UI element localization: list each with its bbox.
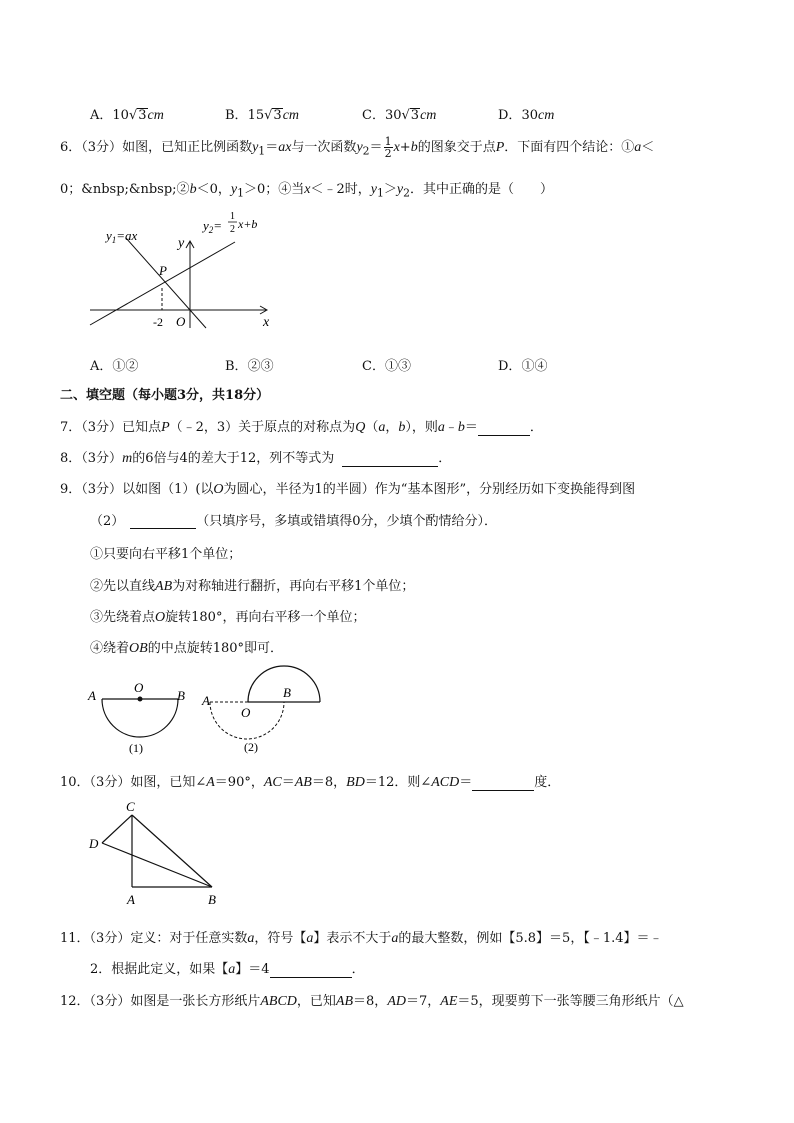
label-B: B (177, 688, 185, 703)
q11-stem-line2: 2．根据此定义，如果【a】＝4 ． (90, 962, 365, 977)
q9-item-4: ④绕着OB的中点旋转180°即可． (90, 641, 284, 656)
label-A: A (88, 688, 96, 703)
q5-option-d: D．30cm (498, 108, 555, 123)
label-A: A (127, 892, 135, 907)
semicircle (102, 699, 178, 737)
q6-stem-line2: 0；&nbsp;&nbsp;②b＜0，$y_1>0$；④当x＜﹣2时，$y_1>y_2$．其中正确的是（ ） (60, 182, 553, 200)
q6-option-d: D．①④ (498, 359, 548, 374)
caption: (2) (244, 740, 258, 754)
side-CD (102, 815, 132, 843)
sqrt-sign: √ (401, 108, 410, 123)
label-D: D (89, 836, 99, 851)
side-DB (102, 843, 212, 887)
answer-blank[interactable] (478, 421, 530, 436)
label-x-axis: x (263, 315, 270, 330)
fraction: $\frac{1}{2}$ (384, 135, 392, 160)
label-B: B (208, 892, 216, 907)
q6-option-c: C．①③ (362, 359, 411, 374)
label-y2-num: 1 (230, 211, 235, 222)
label-minus2: -2 (153, 315, 163, 329)
caption: (1) (129, 741, 143, 755)
label-O: O (176, 314, 186, 329)
q8-stem: 8．（3分）m的6倍与4的差大于12，列不等式为 ． (60, 451, 452, 466)
q6-option-a: A．①② (90, 359, 139, 374)
q12-stem: 12．（3分）如图是一张长方形纸片ABCD，已知AB＝8，AD＝7，AE＝5，现要剪下一张等腰三角形纸片（△ (60, 994, 684, 1009)
answer-blank[interactable] (472, 776, 534, 791)
section-title: 二、填空题（每小题3分，共18分） (60, 388, 270, 403)
q6-option-b: B．②③ (225, 359, 274, 374)
label-B: B (283, 685, 291, 700)
label-P: P (159, 263, 167, 278)
label-O: O (241, 705, 251, 720)
q9-figure-1 (85, 670, 195, 760)
q6-figure (80, 200, 280, 340)
answer-blank[interactable] (270, 963, 352, 978)
q5-option-b: B．15√3cm (225, 108, 300, 123)
q6-stem-line1: 6．（3分）如图，已知正比例函数$y_1=ax$与一次函数$y_2=$ $\frac{1}{2}$ x+b的图象交于点P．下面有四个结论：①a＜ (60, 135, 655, 160)
center-dot (138, 697, 143, 702)
q5-option-c: C．30√3cm (362, 108, 437, 123)
q9-stem-line2: （2） （只填序号，多填或错填得0分，少填个酌情给分）． (90, 514, 498, 529)
answer-blank[interactable] (130, 514, 196, 529)
line-y1 (126, 238, 206, 328)
q11-stem-line1: 11．（3分）定义：对于任意实数a，符号【a】表示不大于a的最大整数，例如【5.8】＝5，【﹣1.4】＝﹣ (60, 931, 663, 946)
q10-figure (85, 795, 235, 915)
answer-blank[interactable] (342, 452, 438, 467)
label-O: O (134, 680, 144, 695)
line-y2 (90, 242, 235, 325)
label-y2: $y_2=$ (203, 218, 223, 235)
label-y2-den: 2 (230, 224, 235, 235)
label-y-axis: y (178, 236, 185, 251)
side-CB (132, 815, 212, 887)
sqrt-sign: √ (264, 108, 273, 123)
q7-stem: 7．（3分）已知点P（﹣2，3）关于原点的对称点为Q（a，b），则a﹣b＝ ． (60, 420, 543, 435)
sqrt-sign: √ (128, 108, 138, 123)
q10-stem: 10．（3分）如图，已知∠A＝90°，AC＝AB＝8，BD＝12．则∠ACD＝ 度． (60, 775, 561, 790)
label-C: C (126, 799, 135, 814)
q9-stem-line1: 9．（3分）以如图（1）(以O为圆心，半径为1的半圆）作为“基本图形”，分别经历如下变换能得到图 (60, 482, 636, 497)
q9-figure-2 (200, 662, 330, 757)
label-A: A (202, 693, 210, 708)
q5-option-a: A．10√3cm (90, 108, 164, 123)
label-y2-tail: x+b (238, 217, 258, 231)
q9-item-1: ①只要向右平移1个单位； (90, 547, 242, 562)
label-y1: $y_1=ax$ (106, 228, 138, 245)
q9-item-3: ③先绕着点O旋转180°，再向右平移一个单位； (90, 610, 366, 625)
q9-item-2: ②先以直线AB为对称轴进行翻折，再向右平移1个单位； (90, 579, 415, 594)
